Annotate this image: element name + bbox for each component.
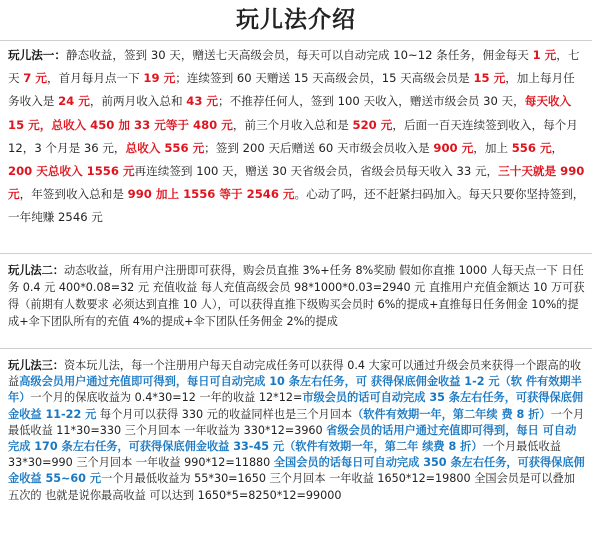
section-body [8,264,585,328]
body-text: ，首月每月点一下 [46,71,144,86]
body-text: ，后面一百天连续签到收入，每个月 12，3 个月是 36 元， [8,117,578,155]
section-divider [0,348,592,349]
highlight-text: 15 元 [473,71,506,86]
section-label: 玩儿法二： [8,264,64,277]
body-text: 一个月的保底收益为 0.4*30=12 一年的收益 12*12= [30,391,303,405]
section-method-3 [8,358,586,504]
highlight-text: 43 元 [186,94,219,109]
body-text: ，加上每月任务收入是 [8,71,575,109]
highlight-text: 每天收入 15 元，总收入 450 加 33 元等于 480 元 [8,94,572,132]
body-text: 一个月最低收益为 55*30=1650 三个月回本 一年收益 1650*12=19800 全国会员是可以叠加五次的 也就是说你最高收益 可以达到 1650*5=8250*12=99000 [8,472,575,502]
section-divider [0,253,592,254]
highlight-text: （软件有效期一年，第二年续 费 8 折） [352,407,551,421]
body-text: ，前三个月收入总和是 [232,117,353,132]
highlight-text: 省级会员的话用户通过充值即可得到，每日 可自动完成 170 条左右任务，可获得保底佣金收益 33-45 元（软件有效期一年，第二年 续费 8 折） [8,423,577,454]
body-text: 再连续签到 100 天，赠送 30 天省级会员，省级会员每天收入 33 元， [134,164,499,179]
body-text: 。心动了吗，还不赶紧扫码加入。每天只要你坚持签到，一年纯赚 2546 元 [8,187,585,225]
highlight-text: 24 元 [58,94,90,109]
highlight-text: 990 加上 1556 等于 2546 元 [127,187,295,202]
section-label: 玩儿法一： [8,48,66,62]
body-text: 一个月最低收益 33*30=990 三个月回本 一年收益 990*12=11880 [8,440,561,470]
section-method-1 [8,44,586,230]
body-text: 资本玩儿法，每一个注册用户每天自动完成任务可以获得 0.4 大家可以通过升级会员来获得一个跟高的收益 [8,359,582,389]
body-text: 静态收益，签到 30 天，赠送七天高级会员，每天可以自动完成 10~12 条任务，佣金每天 [65,48,533,62]
body-text: ，七天 [8,48,580,86]
body-text: 动态收益，所有用户注册即可获得，购会员直推 3%+任务 8%奖励 假如你直推 1000 人每天点一下 日任务 0.4 元 400*0.08=32 元 充值收益 每人充值高级会员 98*1000*0.03=2940 元 直推用户充值金额达 10 万可获得（前期有人数要求 必须达到直推 10 人），可以获得直推下级购买会员时 6%的提成+直推每日任务佣金 10%的提成+伞下团队所有的充值 4%的提成+伞下团队任务佣金 2%的提成 [8,264,585,328]
highlight-text: 全国会员的话每日可自动完成 350 条左右任务，可获得保底佣金收益 55~60 元 [8,456,585,486]
title-divider [0,40,592,41]
body-text: ；不推荐任何人，签到 100 天收入，赠送市级会员 30 天， [218,94,525,109]
page-title: 玩儿法介绍 [236,7,356,33]
highlight-text: 高级会员用户通过充值即可得到，每日可自动完成 10 条左右任务，可 获得保底佣金收益 1-2 元（软 件有效期半年） [8,375,582,405]
highlight-text: 市级会员的话可自动完成 35 条左右任务，可获得保底佣金收益 11-22 元 [8,391,584,421]
body-text: ；签到 200 天后赠送 60 天市级会员收入是 [204,140,434,155]
highlight-text: 总收入 556 元 [125,140,205,155]
highlight-text: 1 元 [532,48,557,62]
section-body [8,359,585,502]
body-text: ， [551,140,564,155]
highlight-text: 7 元 [23,71,47,86]
section-method-2 [8,262,586,330]
body-text: ，前两月收入总和 [89,94,187,109]
body-text: 每个月可以获得 330 元的收益同样也是三个月回本 [96,407,353,421]
section-label: 玩儿法三： [8,359,64,372]
section-body [8,48,584,224]
body-text: ，加上 [473,140,512,155]
body-text: ，年签到收入总和是 [19,187,128,202]
body-text: 一个月最低收益 11*30=330 三个月回本 一年收益为 330*12=3960 [8,407,585,437]
highlight-text: 900 元 [433,140,474,155]
highlight-text: 19 元 [143,71,176,86]
highlight-text: 200 天总收入 1556 元 [8,164,135,179]
highlight-text: 520 元 [352,117,393,132]
body-text: ；连续签到 60 天赠送 15 天高级会员，15 天高级会员是 [175,71,474,86]
highlight-text: 556 元 [511,140,552,155]
highlight-text: 三十天就是 990 元 [8,164,585,202]
